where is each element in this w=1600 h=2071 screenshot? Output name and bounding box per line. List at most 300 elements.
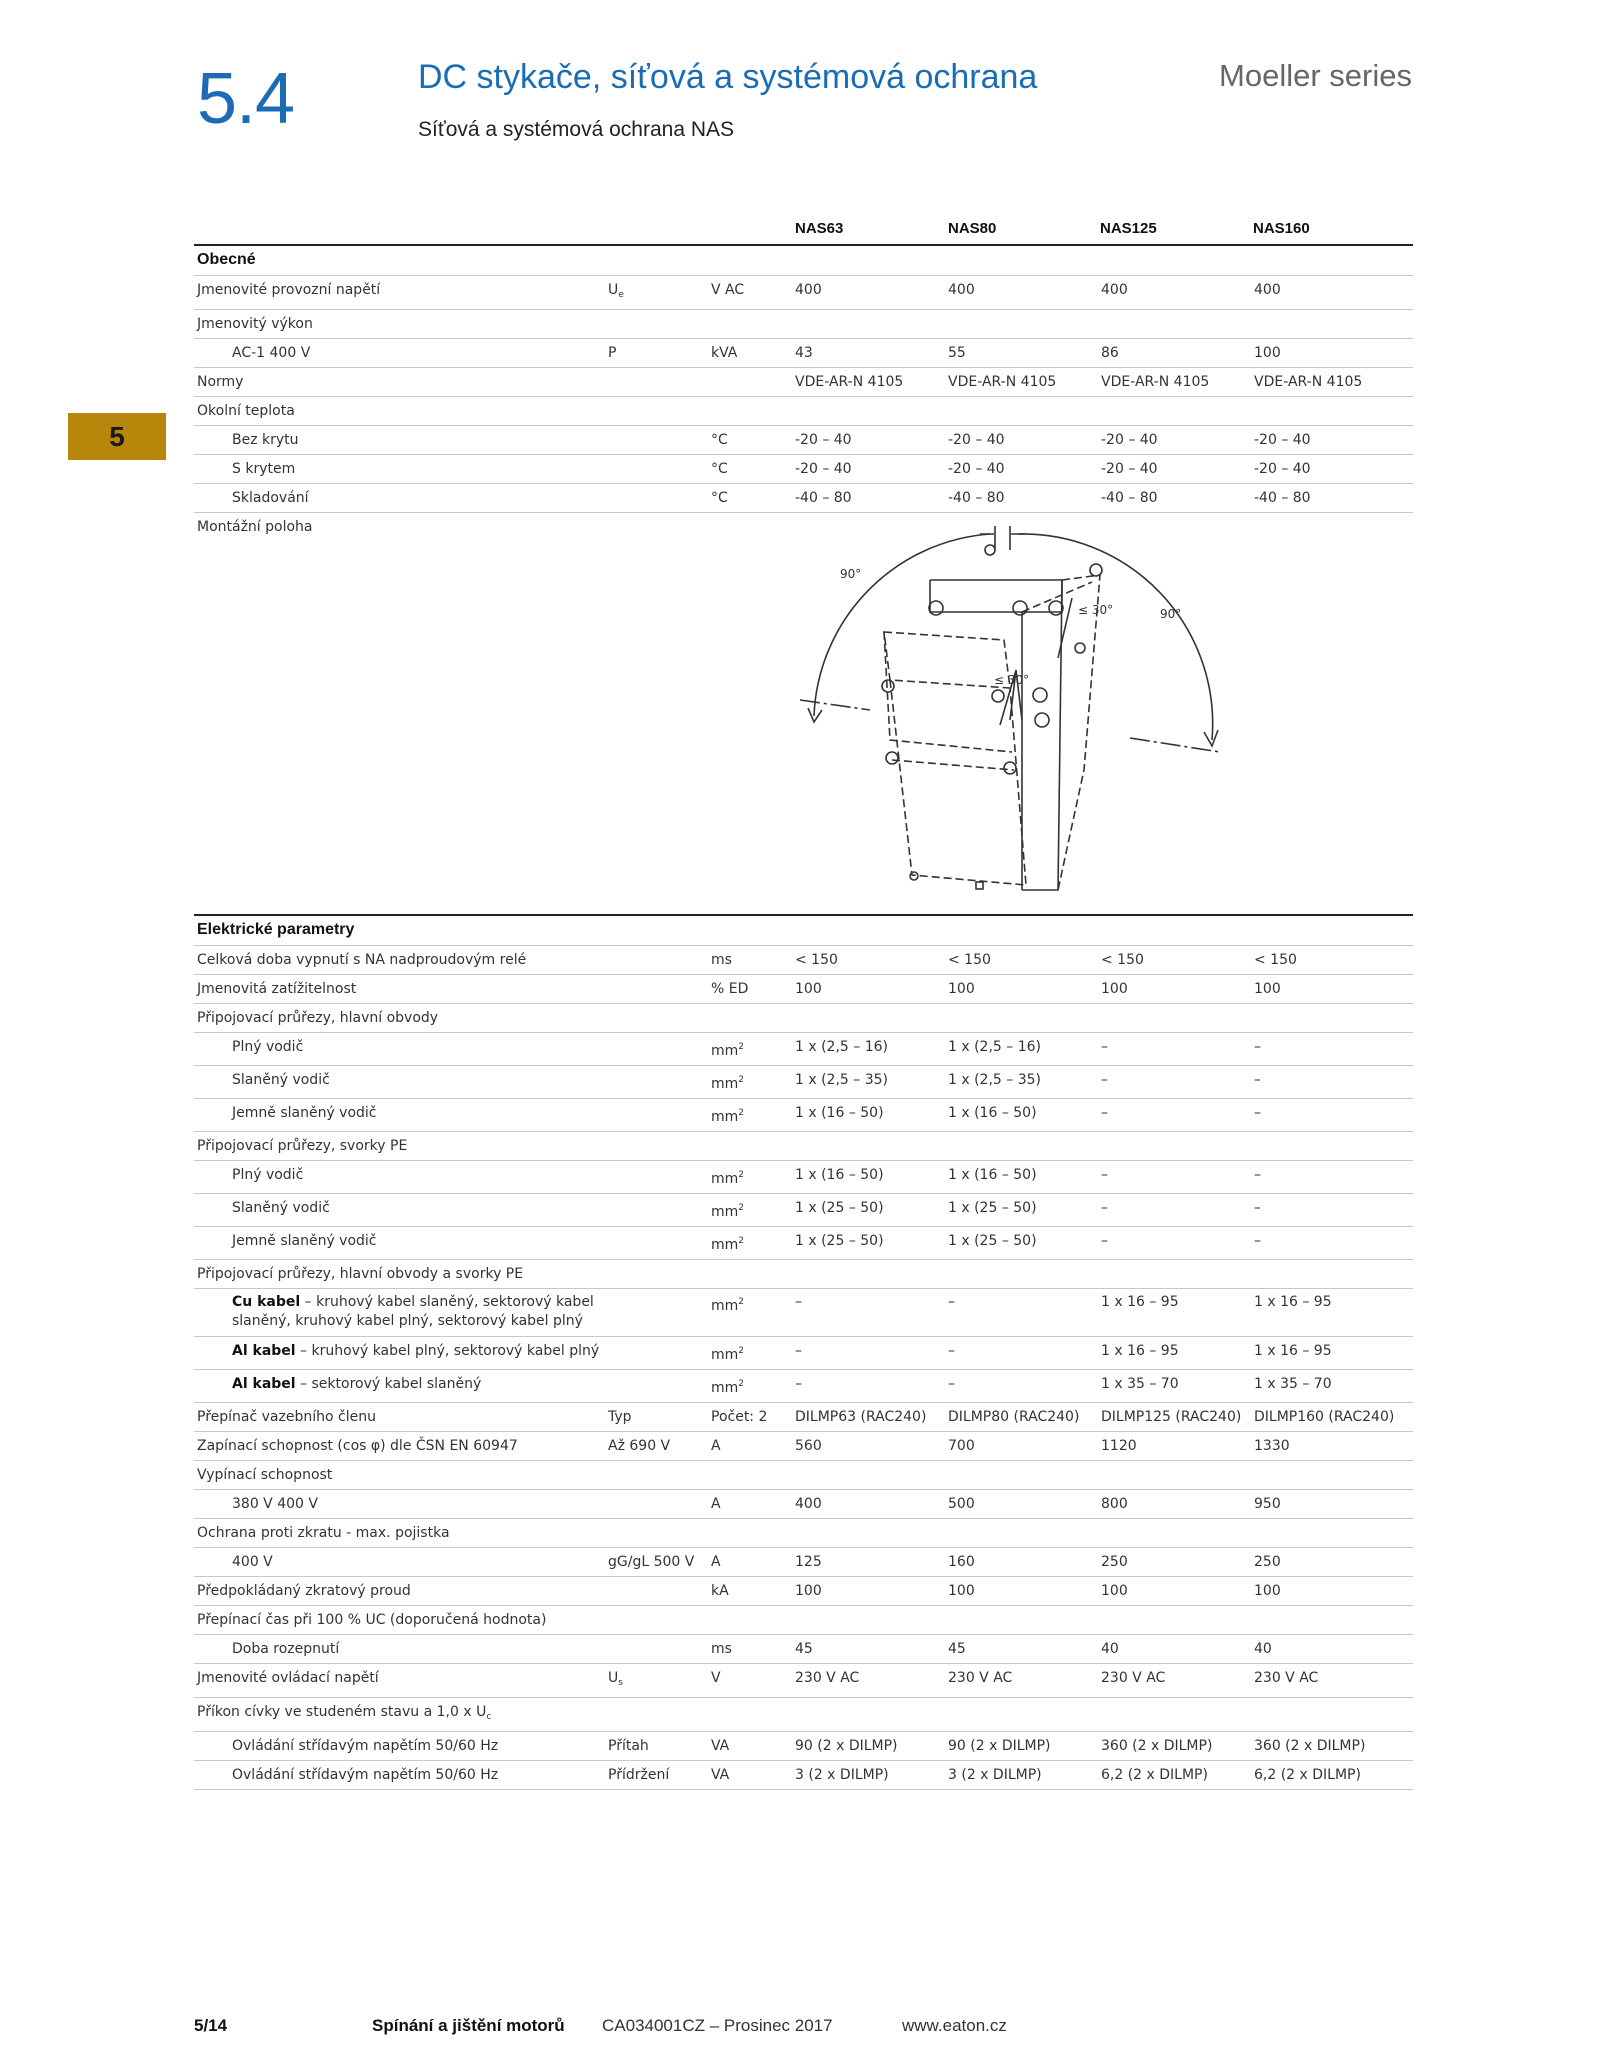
unit-cell — [708, 1098, 792, 1131]
symbol — [605, 367, 708, 396]
row-label — [194, 1336, 605, 1369]
table-row — [194, 338, 1413, 367]
unit: °C — [708, 483, 792, 512]
row-label: Jemně slaněný vodič — [194, 1226, 605, 1259]
value-nas160: 40 — [1251, 1634, 1413, 1663]
unit-cell — [708, 1369, 792, 1402]
value-nas125: 6,2 (2 x DILMP) — [1098, 1760, 1251, 1789]
value-nas125: 86 — [1098, 338, 1251, 367]
row-label: 400 V — [194, 1547, 605, 1576]
device-screw-icon — [1090, 564, 1102, 576]
row-label: Předpokládaný zkratový proud — [194, 1576, 605, 1605]
value-nas160: 100 — [1251, 338, 1413, 367]
symbol: P — [605, 338, 708, 367]
unit: V AC — [708, 275, 792, 309]
unit: mm — [711, 1379, 739, 1396]
tilt-label-b: ≤ 30° — [994, 673, 1030, 687]
value-nas80: 400 — [945, 275, 1098, 309]
value-nas63: – — [792, 1369, 945, 1402]
value-nas80: – — [945, 1369, 1098, 1402]
unit-superscript: 2 — [738, 1296, 745, 1307]
value-nas160: DILMP160 (RAC240) — [1251, 1402, 1413, 1431]
row-label: AC-1 400 V — [194, 338, 605, 367]
row-label: Vypínací schopnost — [194, 1460, 1413, 1489]
unit-superscript: 2 — [738, 1169, 745, 1180]
unit: ms — [708, 945, 792, 974]
value-nas63: 43 — [792, 338, 945, 367]
value-nas63: 560 — [792, 1431, 945, 1460]
row-label: Jmenovitý výkon — [194, 309, 1413, 338]
symbol-cell — [605, 275, 708, 309]
symbol — [605, 1193, 708, 1226]
row-label: Připojovací průřezy, hlavní obvody — [194, 1003, 1413, 1032]
value-nas80: 230 V AC — [945, 1663, 1098, 1697]
row-label: Jemně slaněný vodič — [194, 1098, 605, 1131]
value-nas160: – — [1251, 1226, 1413, 1259]
unit: °C — [708, 454, 792, 483]
unit-superscript: 2 — [738, 1378, 745, 1389]
section-row-general — [194, 246, 1413, 275]
table-row — [194, 1431, 1413, 1460]
angle-label-left: 90° — [840, 567, 862, 581]
value-nas63: 1 x (16 – 50) — [792, 1160, 945, 1193]
device-upright-top — [930, 580, 1022, 612]
value-nas80: 55 — [945, 338, 1098, 367]
device-screw-icon — [929, 601, 943, 615]
value-nas125: 40 — [1098, 1634, 1251, 1663]
value-nas63: 1 x (25 – 50) — [792, 1193, 945, 1226]
row-label: Slaněný vodič — [194, 1193, 605, 1226]
value-nas63: 230 V AC — [792, 1663, 945, 1697]
mounting-position-diagram — [800, 520, 1240, 910]
value-nas80: 1 x (25 – 50) — [945, 1193, 1098, 1226]
device-upright-edge — [1022, 580, 1062, 890]
symbol: Až 690 V — [605, 1431, 708, 1460]
unit: VA — [708, 1731, 792, 1760]
unit: mm — [711, 1042, 739, 1059]
unit: mm — [711, 1203, 739, 1220]
value-nas160: – — [1251, 1160, 1413, 1193]
value-nas63: 90 (2 x DILMP) — [792, 1731, 945, 1760]
symbol — [605, 425, 708, 454]
section-number: 5.4 — [197, 59, 295, 139]
value-nas80: 1 x (2,5 – 16) — [945, 1032, 1098, 1065]
unit-cell — [708, 1193, 792, 1226]
symbol: U — [608, 281, 619, 298]
value-nas63: 1 x (2,5 – 16) — [792, 1032, 945, 1065]
chapter-tab-marker[interactable]: 5 — [68, 413, 166, 460]
symbol — [605, 1160, 708, 1193]
device-screw-icon — [992, 690, 1004, 702]
table-row — [194, 1336, 1413, 1369]
device-tilted-body — [890, 680, 1026, 885]
symbol: Typ — [605, 1402, 708, 1431]
symbol — [605, 483, 708, 512]
symbol-subscript: e — [618, 289, 624, 300]
unit-cell — [708, 1032, 792, 1065]
value-nas63: -40 – 80 — [792, 483, 945, 512]
value-nas125: 100 — [1098, 974, 1251, 1003]
value-nas125: -20 – 40 — [1098, 425, 1251, 454]
value-nas63: 100 — [792, 1576, 945, 1605]
arc-right-90 — [1018, 534, 1213, 740]
table-row — [194, 309, 1413, 338]
unit: kVA — [708, 338, 792, 367]
section-heading: Elektrické parametry — [194, 916, 1413, 945]
table-row — [194, 1032, 1413, 1065]
column-header-nas125: NAS125 — [1100, 220, 1157, 237]
table-row — [194, 396, 1413, 425]
unit-cell — [708, 1336, 792, 1369]
symbol: Přítah — [605, 1731, 708, 1760]
row-label: Přepínač vazebního členu — [194, 1402, 605, 1431]
unit: A — [708, 1489, 792, 1518]
value-nas125: -20 – 40 — [1098, 454, 1251, 483]
unit-cell — [708, 1226, 792, 1259]
row-label: Jmenovitá zatížitelnost — [194, 974, 605, 1003]
value-nas80: 700 — [945, 1431, 1098, 1460]
value-nas160: 250 — [1251, 1547, 1413, 1576]
symbol-cell — [605, 1663, 708, 1697]
table-row — [194, 1489, 1413, 1518]
unit: kA — [708, 1576, 792, 1605]
value-nas160: 230 V AC — [1251, 1663, 1413, 1697]
table-row — [194, 1576, 1413, 1605]
value-nas80: – — [945, 1336, 1098, 1369]
device-foot-icon — [976, 882, 983, 889]
row-label: Ovládání střídavým napětím 50/60 Hz — [194, 1731, 605, 1760]
device-tilted-line — [892, 760, 1014, 770]
unit-cell — [708, 1288, 792, 1336]
table-row — [194, 1226, 1413, 1259]
device-screw-icon — [910, 872, 918, 880]
unit-superscript: 2 — [738, 1202, 745, 1213]
value-nas125: 360 (2 x DILMP) — [1098, 1731, 1251, 1760]
row-label: Zapínací schopnost (cos φ) dle ČSN EN 60947 — [194, 1431, 605, 1460]
footer-url[interactable]: www.eaton.cz — [902, 2016, 1007, 2035]
unit: mm — [711, 1236, 739, 1253]
row-label: Okolní teplota — [194, 396, 1413, 425]
unit-superscript: 2 — [738, 1074, 745, 1085]
value-nas125: 800 — [1098, 1489, 1251, 1518]
value-nas63: DILMP63 (RAC240) — [792, 1402, 945, 1431]
column-header-nas160: NAS160 — [1253, 220, 1310, 237]
row-label: Ovládání střídavým napětím 50/60 Hz — [194, 1760, 605, 1789]
unit: Počet: 2 — [708, 1402, 792, 1431]
table-row — [194, 1547, 1413, 1576]
row-label: Připojovací průřezy, hlavní obvody a svorky PE — [194, 1259, 1413, 1288]
row-label: Ochrana proti zkratu - max. pojistka — [194, 1518, 1413, 1547]
value-nas125: – — [1098, 1160, 1251, 1193]
device-tilted-top — [884, 632, 1010, 688]
symbol — [605, 1226, 708, 1259]
tilt-label-a: ≤ 30° — [1078, 603, 1114, 617]
symbol — [605, 1336, 708, 1369]
table-row — [194, 1402, 1413, 1431]
symbol — [605, 1032, 708, 1065]
value-nas125: – — [1098, 1065, 1251, 1098]
unit-cell — [708, 1160, 792, 1193]
value-nas63: 45 — [792, 1634, 945, 1663]
device-screw-icon — [1035, 713, 1049, 727]
value-nas63: – — [792, 1336, 945, 1369]
table-row — [194, 367, 1413, 396]
table-row — [194, 1518, 1413, 1547]
value-nas160: – — [1251, 1098, 1413, 1131]
device-screw-icon — [1033, 688, 1047, 702]
row-label: Přepínací čas při 100 % UC (doporučená hodnota) — [194, 1605, 1413, 1634]
row-label: Montážní poloha — [197, 518, 313, 535]
cable-type: Al kabel — [232, 1375, 296, 1392]
value-nas80: 1 x (2,5 – 35) — [945, 1065, 1098, 1098]
unit: mm — [711, 1108, 739, 1125]
value-nas125: 1 x 16 – 95 — [1098, 1336, 1251, 1369]
unit: V — [708, 1663, 792, 1697]
value-nas63: 100 — [792, 974, 945, 1003]
cable-type: Cu kabel — [232, 1293, 301, 1310]
row-label: S krytem — [194, 454, 605, 483]
device-screw-icon — [985, 545, 995, 555]
cable-type: Al kabel — [232, 1342, 296, 1359]
value-nas125: – — [1098, 1098, 1251, 1131]
value-nas80: 1 x (16 – 50) — [945, 1098, 1098, 1131]
row-label: Slaněný vodič — [194, 1065, 605, 1098]
series-label: Moeller series — [1219, 58, 1412, 93]
angle-label-right: 90° — [1160, 607, 1182, 621]
row-label — [194, 1369, 605, 1402]
value-nas80: 3 (2 x DILMP) — [945, 1760, 1098, 1789]
row-label: Plný vodič — [194, 1160, 605, 1193]
unit: mm — [711, 1170, 739, 1187]
value-nas125: – — [1098, 1032, 1251, 1065]
value-nas63: 125 — [792, 1547, 945, 1576]
unit: % ED — [708, 974, 792, 1003]
table-row — [194, 1634, 1413, 1663]
device-upright-outline — [930, 580, 1062, 890]
value-nas125: < 150 — [1098, 945, 1251, 974]
value-nas160: 950 — [1251, 1489, 1413, 1518]
value-nas160: 1 x 35 – 70 — [1251, 1369, 1413, 1402]
page-number: 5/14 — [194, 2016, 228, 2035]
row-label: Normy — [194, 367, 605, 396]
footer-title: Spínání a jištění motorů — [372, 2016, 565, 2035]
table-row — [194, 1003, 1413, 1032]
value-nas63: 400 — [792, 275, 945, 309]
row-label: Skladování — [194, 483, 605, 512]
value-nas80: DILMP80 (RAC240) — [945, 1402, 1098, 1431]
symbol — [605, 1098, 708, 1131]
unit: mm — [711, 1346, 739, 1363]
value-nas160: < 150 — [1251, 945, 1413, 974]
device-screw-icon — [886, 752, 898, 764]
unit: A — [708, 1547, 792, 1576]
label-subscript: c — [486, 1711, 492, 1722]
value-nas160: 100 — [1251, 1576, 1413, 1605]
section-row-electrical — [194, 916, 1413, 945]
value-nas80: -20 – 40 — [945, 425, 1098, 454]
unit-superscript: 2 — [738, 1235, 745, 1246]
value-nas160: – — [1251, 1032, 1413, 1065]
table-row — [194, 1259, 1413, 1288]
table-row — [194, 275, 1413, 309]
value-nas63: -20 – 40 — [792, 454, 945, 483]
row-label — [194, 1288, 605, 1336]
value-nas160: 1 x 16 – 95 — [1251, 1288, 1413, 1336]
table-row — [194, 1193, 1413, 1226]
value-nas160: 6,2 (2 x DILMP) — [1251, 1760, 1413, 1789]
symbol: U — [608, 1669, 619, 1686]
unit: °C — [708, 425, 792, 454]
value-nas80: 90 (2 x DILMP) — [945, 1731, 1098, 1760]
unit-superscript: 2 — [738, 1345, 745, 1356]
symbol: Přídržení — [605, 1760, 708, 1789]
value-nas160: 400 — [1251, 275, 1413, 309]
reference-line — [800, 700, 870, 710]
cable-desc: – sektorový kabel slaněný — [295, 1375, 482, 1392]
unit: VA — [708, 1760, 792, 1789]
value-nas80: 100 — [945, 974, 1098, 1003]
table-row — [194, 1098, 1413, 1131]
device-screw-icon — [882, 680, 894, 692]
row-label: Příkon cívky ve studeném stavu a 1,0 x U — [197, 1703, 487, 1720]
table-row — [194, 1160, 1413, 1193]
table-row — [194, 1663, 1413, 1697]
value-nas80: 500 — [945, 1489, 1098, 1518]
row-label: Připojovací průřezy, svorky PE — [194, 1131, 1413, 1160]
value-nas160: 100 — [1251, 974, 1413, 1003]
value-nas63: VDE-AR-N 4105 — [792, 367, 945, 396]
value-nas160: – — [1251, 1193, 1413, 1226]
value-nas125: 1 x 35 – 70 — [1098, 1369, 1251, 1402]
value-nas125: VDE-AR-N 4105 — [1098, 367, 1251, 396]
table-row — [194, 483, 1413, 512]
symbol-subscript: s — [618, 1677, 623, 1688]
unit: mm — [711, 1297, 739, 1314]
table-row — [194, 1731, 1413, 1760]
value-nas160: 360 (2 x DILMP) — [1251, 1731, 1413, 1760]
value-nas125: 400 — [1098, 275, 1251, 309]
table-row — [194, 974, 1413, 1003]
symbol — [605, 1634, 708, 1663]
value-nas125: 1120 — [1098, 1431, 1251, 1460]
table-row — [194, 454, 1413, 483]
value-nas63: -20 – 40 — [792, 425, 945, 454]
value-nas80: 45 — [945, 1634, 1098, 1663]
value-nas125: 250 — [1098, 1547, 1251, 1576]
row-label: Plný vodič — [194, 1032, 605, 1065]
symbol — [605, 1576, 708, 1605]
value-nas160: -20 – 40 — [1251, 454, 1413, 483]
value-nas80: VDE-AR-N 4105 — [945, 367, 1098, 396]
arc-left-90 — [814, 534, 990, 716]
unit-cell — [708, 1065, 792, 1098]
unit-superscript: 2 — [738, 1107, 745, 1118]
table-row — [194, 425, 1413, 454]
column-header-nas80: NAS80 — [948, 220, 997, 237]
electrical-table — [194, 916, 1413, 1790]
unit: A — [708, 1431, 792, 1460]
table-row — [194, 1605, 1413, 1634]
value-nas160: – — [1251, 1065, 1413, 1098]
value-nas80: – — [945, 1288, 1098, 1336]
column-header-nas63: NAS63 — [795, 220, 844, 237]
row-label-cell — [194, 1697, 1413, 1731]
table-row — [194, 1131, 1413, 1160]
device-screw-icon — [1004, 762, 1016, 774]
device-screw-icon — [1013, 601, 1027, 615]
symbol — [605, 1288, 708, 1336]
value-nas125: 230 V AC — [1098, 1663, 1251, 1697]
table-row — [194, 1288, 1413, 1336]
symbol: gG/gL 500 V — [605, 1547, 708, 1576]
symbol — [605, 1489, 708, 1518]
symbol — [605, 945, 708, 974]
value-nas80: 160 — [945, 1547, 1098, 1576]
value-nas80: 1 x (25 – 50) — [945, 1226, 1098, 1259]
row-label: Jmenovité ovládací napětí — [194, 1663, 605, 1697]
symbol — [605, 974, 708, 1003]
unit: ms — [708, 1634, 792, 1663]
row-label: Jmenovité provozní napětí — [194, 275, 605, 309]
row-label: 380 V 400 V — [194, 1489, 605, 1518]
value-nas125: 1 x 16 – 95 — [1098, 1288, 1251, 1336]
value-nas125: -40 – 80 — [1098, 483, 1251, 512]
value-nas80: 1 x (16 – 50) — [945, 1160, 1098, 1193]
unit — [708, 367, 792, 396]
value-nas63: 3 (2 x DILMP) — [792, 1760, 945, 1789]
table-row — [194, 1460, 1413, 1489]
value-nas63: < 150 — [792, 945, 945, 974]
row-label: Celková doba vypnutí s NA nadproudovým relé — [194, 945, 605, 974]
value-nas63: 1 x (2,5 – 35) — [792, 1065, 945, 1098]
value-nas125: 100 — [1098, 1576, 1251, 1605]
unit: mm — [711, 1075, 739, 1092]
value-nas125: – — [1098, 1226, 1251, 1259]
page-subtitle: Síťová a systémová ochrana NAS — [418, 118, 735, 141]
value-nas160: 1 x 16 – 95 — [1251, 1336, 1413, 1369]
device-tilted-right — [1058, 575, 1100, 890]
table-row — [194, 1760, 1413, 1789]
section-heading: Obecné — [194, 246, 1413, 275]
value-nas125: DILMP125 (RAC240) — [1098, 1402, 1251, 1431]
cable-desc-line2: slaněný, kruhový kabel plný, sektorový kabel plný — [232, 1312, 583, 1329]
footer-code: CA034001CZ – Prosinec 2017 — [602, 2016, 833, 2035]
value-nas160: -40 – 80 — [1251, 483, 1413, 512]
reference-line — [1130, 738, 1220, 752]
cable-desc: – kruhový kabel plný, sektorový kabel plný — [295, 1342, 600, 1359]
value-nas160: -20 – 40 — [1251, 425, 1413, 454]
value-nas125: – — [1098, 1193, 1251, 1226]
tilt-arrow-icon — [1058, 598, 1072, 658]
symbol — [605, 1369, 708, 1402]
value-nas63: 1 x (16 – 50) — [792, 1098, 945, 1131]
value-nas160: 1330 — [1251, 1431, 1413, 1460]
arrow-right-icon — [1204, 730, 1218, 746]
table-row — [194, 945, 1413, 974]
value-nas160: VDE-AR-N 4105 — [1251, 367, 1413, 396]
table-row — [194, 1065, 1413, 1098]
symbol — [605, 1065, 708, 1098]
value-nas63: 1 x (25 – 50) — [792, 1226, 945, 1259]
value-nas80: 100 — [945, 1576, 1098, 1605]
value-nas80: -20 – 40 — [945, 454, 1098, 483]
table-row — [194, 1369, 1413, 1402]
symbol — [605, 454, 708, 483]
value-nas63: 400 — [792, 1489, 945, 1518]
table-row — [194, 1697, 1413, 1731]
unit-superscript: 2 — [738, 1041, 745, 1052]
value-nas63: – — [792, 1288, 945, 1336]
